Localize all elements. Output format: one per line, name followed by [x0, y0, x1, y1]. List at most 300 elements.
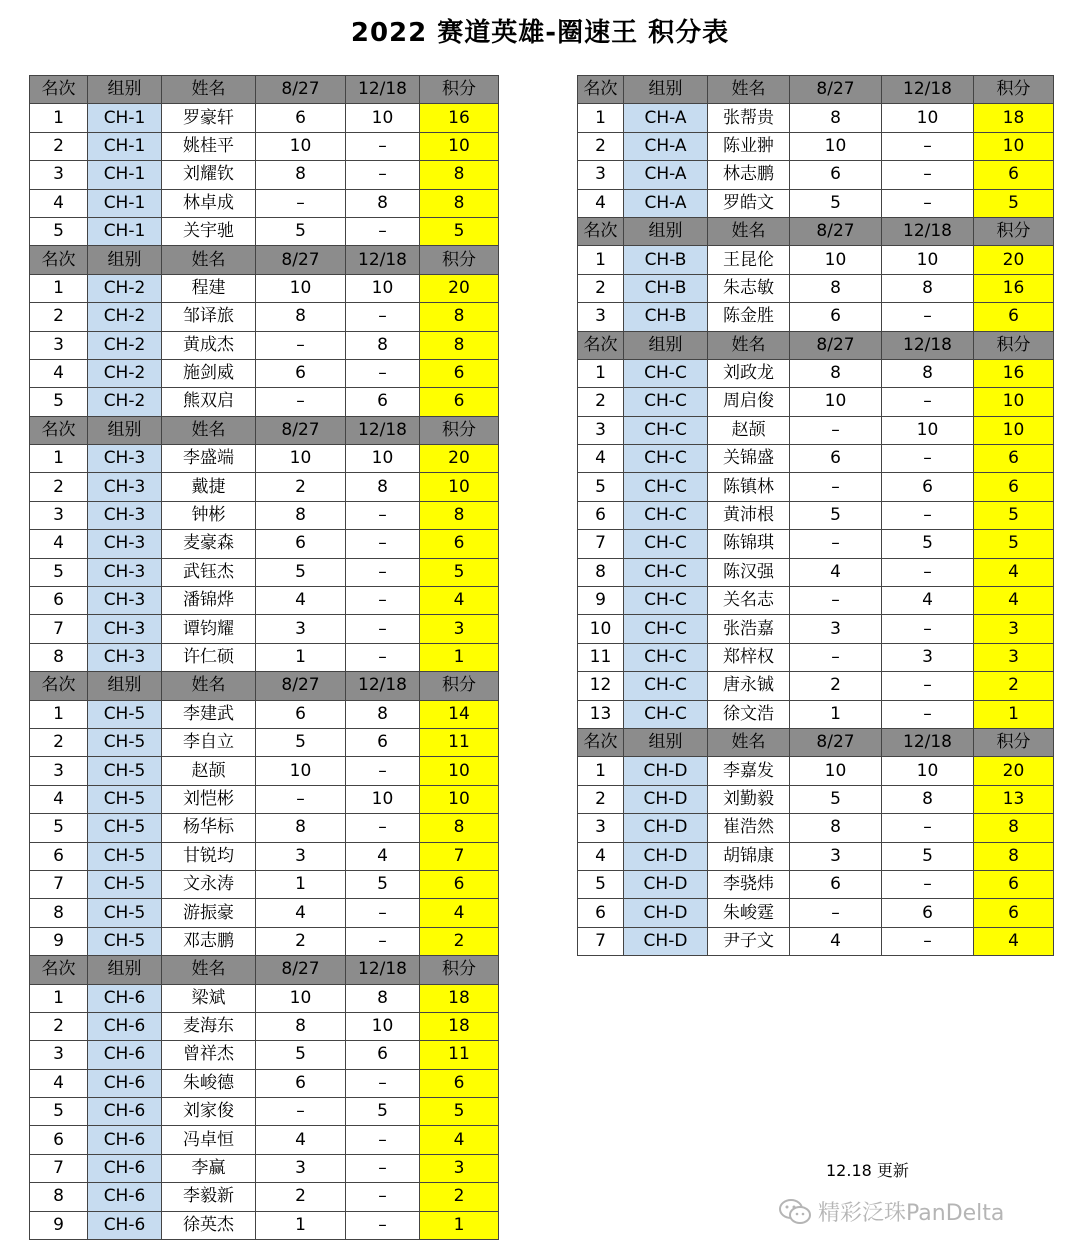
race-1218-cell: 10: [346, 1012, 420, 1040]
race-0827-cell: 1: [256, 643, 346, 671]
rank-cell: 5: [30, 558, 88, 586]
table-row: [578, 445, 1054, 473]
rank-cell: 7: [30, 615, 88, 643]
rank-cell: 4: [578, 842, 624, 870]
table-row: [30, 161, 499, 189]
points-cell: 20: [974, 246, 1054, 274]
name-cell: 关宇驰: [162, 217, 256, 245]
race-1218-cell: –: [346, 132, 420, 160]
rank-cell: 5: [30, 388, 88, 416]
race-0827-cell: 4: [790, 558, 882, 586]
race-1218-cell: 6: [882, 473, 974, 501]
race-1218-cell: 6: [346, 1041, 420, 1069]
group-cell: CH-C: [624, 388, 708, 416]
race-1218-cell: –: [346, 814, 420, 842]
race-1218-cell: –: [882, 501, 974, 529]
rank-cell: 9: [30, 1211, 88, 1239]
rank-cell: 2: [30, 728, 88, 756]
name-cell: 林志鹏: [708, 161, 790, 189]
column-header: 12/18: [882, 76, 974, 104]
group-cell: CH-D: [624, 899, 708, 927]
race-0827-cell: –: [256, 388, 346, 416]
group-cell: CH-3: [88, 445, 162, 473]
points-cell: 6: [974, 870, 1054, 898]
race-0827-cell: 5: [256, 728, 346, 756]
rank-cell: 2: [30, 303, 88, 331]
group-cell: CH-6: [88, 1211, 162, 1239]
group-cell: CH-5: [88, 814, 162, 842]
table-row: [578, 530, 1054, 558]
points-cell: 4: [974, 927, 1054, 955]
group-cell: CH-C: [624, 587, 708, 615]
race-0827-cell: 1: [256, 1211, 346, 1239]
race-1218-cell: –: [346, 558, 420, 586]
group-cell: CH-C: [624, 473, 708, 501]
points-cell: 20: [974, 757, 1054, 785]
name-cell: 戴捷: [162, 473, 256, 501]
name-cell: 冯卓恒: [162, 1126, 256, 1154]
group-cell: CH-D: [624, 785, 708, 813]
header-row: [30, 76, 499, 104]
table-row: [578, 927, 1054, 955]
column-header: 积分: [974, 217, 1054, 245]
race-1218-cell: 8: [882, 785, 974, 813]
race-0827-cell: 2: [256, 927, 346, 955]
rank-cell: 6: [30, 1126, 88, 1154]
points-cell: 8: [974, 842, 1054, 870]
column-header: 8/27: [790, 728, 882, 756]
points-cell: 3: [420, 615, 499, 643]
points-cell: 6: [420, 870, 499, 898]
race-0827-cell: –: [790, 587, 882, 615]
column-header: 组别: [624, 217, 708, 245]
column-header: 组别: [624, 331, 708, 359]
name-cell: 李赢: [162, 1154, 256, 1182]
group-cell: CH-1: [88, 161, 162, 189]
points-cell: 6: [974, 303, 1054, 331]
group-cell: CH-D: [624, 814, 708, 842]
rank-cell: 4: [30, 785, 88, 813]
group-cell: CH-A: [624, 104, 708, 132]
race-0827-cell: 10: [790, 132, 882, 160]
group-cell: CH-2: [88, 359, 162, 387]
group-cell: CH-C: [624, 416, 708, 444]
race-1218-cell: –: [346, 899, 420, 927]
group-cell: CH-6: [88, 1012, 162, 1040]
table-row: [30, 814, 499, 842]
name-cell: 郑梓权: [708, 643, 790, 671]
points-cell: 5: [974, 189, 1054, 217]
table-row: [30, 189, 499, 217]
race-1218-cell: 10: [882, 757, 974, 785]
points-cell: 5: [420, 217, 499, 245]
table-row: [30, 700, 499, 728]
name-cell: 陈金胜: [708, 303, 790, 331]
name-cell: 黄沛根: [708, 501, 790, 529]
column-header: 姓名: [162, 76, 256, 104]
race-1218-cell: –: [882, 388, 974, 416]
header-row: [30, 416, 499, 444]
race-0827-cell: 5: [256, 217, 346, 245]
wechat-icon: [778, 1198, 812, 1226]
rank-cell: 3: [578, 814, 624, 842]
name-cell: 张帮贵: [708, 104, 790, 132]
group-cell: CH-6: [88, 1154, 162, 1182]
rank-cell: 1: [30, 700, 88, 728]
group-cell: CH-1: [88, 132, 162, 160]
column-header: 8/27: [256, 416, 346, 444]
rank-cell: 13: [578, 700, 624, 728]
points-cell: 6: [974, 445, 1054, 473]
name-cell: 陈镇林: [708, 473, 790, 501]
table-row: [30, 331, 499, 359]
race-0827-cell: 8: [256, 814, 346, 842]
header-row: [578, 76, 1054, 104]
race-1218-cell: –: [882, 870, 974, 898]
group-cell: CH-A: [624, 132, 708, 160]
points-cell: 10: [420, 785, 499, 813]
table-row: [30, 785, 499, 813]
group-cell: CH-C: [624, 445, 708, 473]
column-header: 12/18: [346, 246, 420, 274]
points-cell: 3: [974, 615, 1054, 643]
race-0827-cell: 6: [790, 870, 882, 898]
race-1218-cell: –: [882, 814, 974, 842]
race-1218-cell: 8: [882, 274, 974, 302]
race-1218-cell: –: [346, 1154, 420, 1182]
points-cell: 8: [420, 303, 499, 331]
race-1218-cell: –: [346, 927, 420, 955]
points-cell: 10: [974, 416, 1054, 444]
race-0827-cell: 10: [256, 757, 346, 785]
name-cell: 邓志鹏: [162, 927, 256, 955]
table-row: [30, 274, 499, 302]
column-header: 12/18: [346, 416, 420, 444]
rank-cell: 3: [30, 161, 88, 189]
race-1218-cell: –: [346, 643, 420, 671]
table-row: [578, 416, 1054, 444]
race-0827-cell: 8: [256, 161, 346, 189]
rank-cell: 3: [578, 416, 624, 444]
table-row: [30, 728, 499, 756]
table-row: [578, 161, 1054, 189]
group-cell: CH-A: [624, 161, 708, 189]
race-0827-cell: 1: [256, 870, 346, 898]
rank-cell: 9: [578, 587, 624, 615]
column-header: 8/27: [790, 217, 882, 245]
table-row: [30, 927, 499, 955]
points-cell: 4: [974, 587, 1054, 615]
table-row: [578, 473, 1054, 501]
rank-cell: 2: [30, 1012, 88, 1040]
column-header: 积分: [974, 728, 1054, 756]
table-row: [30, 558, 499, 586]
group-cell: CH-D: [624, 757, 708, 785]
watermark-text: 精彩泛珠PanDelta: [818, 1201, 1005, 1226]
points-cell: 11: [420, 1041, 499, 1069]
race-1218-cell: 6: [882, 899, 974, 927]
header-row: [578, 331, 1054, 359]
name-cell: 朱峻德: [162, 1069, 256, 1097]
points-cell: 6: [420, 359, 499, 387]
rank-cell: 1: [578, 757, 624, 785]
group-cell: CH-3: [88, 473, 162, 501]
race-0827-cell: 8: [256, 1012, 346, 1040]
name-cell: 李骁炜: [708, 870, 790, 898]
table-row: [30, 1098, 499, 1126]
points-cell: 5: [420, 1098, 499, 1126]
name-cell: 关锦盛: [708, 445, 790, 473]
column-header: 组别: [88, 672, 162, 700]
column-header: 8/27: [256, 246, 346, 274]
column-header: 姓名: [162, 246, 256, 274]
column-header: 12/18: [346, 956, 420, 984]
column-header: 姓名: [708, 217, 790, 245]
name-cell: 徐英杰: [162, 1211, 256, 1239]
column-header: 名次: [578, 331, 624, 359]
name-cell: 陈业翀: [708, 132, 790, 160]
group-cell: CH-B: [624, 246, 708, 274]
race-1218-cell: 8: [882, 359, 974, 387]
rank-cell: 4: [30, 359, 88, 387]
points-cell: 20: [420, 274, 499, 302]
group-cell: CH-C: [624, 558, 708, 586]
points-cell: 10: [974, 388, 1054, 416]
column-header: 12/18: [882, 217, 974, 245]
race-1218-cell: –: [882, 303, 974, 331]
table-row: [30, 1041, 499, 1069]
name-cell: 施剑威: [162, 359, 256, 387]
table-row: [578, 785, 1054, 813]
column-header: 名次: [578, 76, 624, 104]
name-cell: 潘锦烨: [162, 587, 256, 615]
rank-cell: 1: [578, 246, 624, 274]
table-row: [578, 587, 1054, 615]
table-row: [30, 643, 499, 671]
group-cell: CH-6: [88, 1183, 162, 1211]
rank-cell: 4: [578, 445, 624, 473]
update-note: 12.18 更新: [826, 1161, 909, 1180]
race-1218-cell: –: [882, 615, 974, 643]
race-0827-cell: –: [256, 189, 346, 217]
name-cell: 刘政龙: [708, 359, 790, 387]
points-cell: 5: [974, 501, 1054, 529]
points-cell: 8: [420, 814, 499, 842]
table-row: [30, 1012, 499, 1040]
race-0827-cell: 10: [790, 757, 882, 785]
table-row: [30, 899, 499, 927]
watermark: [778, 1196, 1004, 1227]
points-cell: 6: [974, 161, 1054, 189]
race-0827-cell: 6: [790, 161, 882, 189]
table-row: [578, 359, 1054, 387]
name-cell: 李盛端: [162, 445, 256, 473]
column-header: 积分: [420, 416, 499, 444]
race-1218-cell: 8: [346, 984, 420, 1012]
name-cell: 文永涛: [162, 870, 256, 898]
race-0827-cell: 6: [256, 1069, 346, 1097]
table-row: [30, 530, 499, 558]
points-cell: 4: [420, 1126, 499, 1154]
group-cell: CH-1: [88, 104, 162, 132]
name-cell: 杨华标: [162, 814, 256, 842]
points-cell: 6: [420, 1069, 499, 1097]
race-0827-cell: 4: [256, 899, 346, 927]
column-header: 12/18: [882, 728, 974, 756]
points-cell: 2: [420, 1183, 499, 1211]
table-row: [578, 899, 1054, 927]
points-cell: 4: [420, 587, 499, 615]
name-cell: 朱志敏: [708, 274, 790, 302]
points-cell: 1: [420, 643, 499, 671]
race-1218-cell: –: [346, 501, 420, 529]
name-cell: 李嘉发: [708, 757, 790, 785]
race-1218-cell: –: [882, 132, 974, 160]
table-row: [30, 388, 499, 416]
name-cell: 尹子文: [708, 927, 790, 955]
group-cell: CH-A: [624, 189, 708, 217]
rank-cell: 4: [30, 189, 88, 217]
race-0827-cell: 8: [256, 501, 346, 529]
group-cell: CH-2: [88, 303, 162, 331]
name-cell: 刘恺彬: [162, 785, 256, 813]
column-header: 姓名: [162, 416, 256, 444]
race-0827-cell: 4: [256, 587, 346, 615]
race-0827-cell: 6: [790, 303, 882, 331]
race-0827-cell: 3: [790, 615, 882, 643]
race-1218-cell: 8: [346, 331, 420, 359]
group-cell: CH-B: [624, 274, 708, 302]
table-row: [30, 842, 499, 870]
rank-cell: 3: [578, 303, 624, 331]
name-cell: 刘勤毅: [708, 785, 790, 813]
race-0827-cell: 10: [256, 132, 346, 160]
group-cell: CH-C: [624, 643, 708, 671]
column-header: 名次: [30, 672, 88, 700]
column-header: 组别: [88, 76, 162, 104]
rank-cell: 2: [578, 785, 624, 813]
race-1218-cell: 5: [882, 842, 974, 870]
table-row: [30, 104, 499, 132]
header-row: [578, 217, 1054, 245]
race-0827-cell: 8: [790, 359, 882, 387]
rank-cell: 1: [30, 445, 88, 473]
column-header: 12/18: [882, 331, 974, 359]
points-cell: 6: [974, 899, 1054, 927]
race-0827-cell: 8: [256, 303, 346, 331]
table-row: [578, 303, 1054, 331]
race-1218-cell: 5: [346, 1098, 420, 1126]
race-1218-cell: 10: [346, 274, 420, 302]
column-header: 组别: [624, 76, 708, 104]
race-1218-cell: –: [346, 217, 420, 245]
table-row: [30, 1211, 499, 1239]
column-header: 8/27: [256, 956, 346, 984]
race-1218-cell: –: [346, 587, 420, 615]
column-header: 姓名: [708, 76, 790, 104]
group-cell: CH-1: [88, 189, 162, 217]
page-title: 2022 赛道英雄-圈速王 积分表: [350, 18, 730, 48]
race-1218-cell: –: [346, 359, 420, 387]
table-row: [578, 132, 1054, 160]
points-cell: 11: [420, 728, 499, 756]
group-cell: CH-C: [624, 615, 708, 643]
points-cell: 14: [420, 700, 499, 728]
race-0827-cell: 6: [256, 359, 346, 387]
table-row: [30, 303, 499, 331]
race-1218-cell: –: [346, 1211, 420, 1239]
name-cell: 武钰杰: [162, 558, 256, 586]
rank-cell: 6: [30, 842, 88, 870]
rank-cell: 5: [30, 1098, 88, 1126]
table-row: [578, 189, 1054, 217]
table-row: [578, 558, 1054, 586]
rank-cell: 11: [578, 643, 624, 671]
group-cell: CH-5: [88, 728, 162, 756]
points-cell: 16: [420, 104, 499, 132]
name-cell: 关名志: [708, 587, 790, 615]
rank-cell: 5: [30, 217, 88, 245]
name-cell: 梁斌: [162, 984, 256, 1012]
name-cell: 曾祥杰: [162, 1041, 256, 1069]
rank-cell: 1: [30, 984, 88, 1012]
rank-cell: 1: [30, 274, 88, 302]
points-cell: 6: [420, 530, 499, 558]
rank-cell: 1: [578, 359, 624, 387]
group-cell: CH-2: [88, 331, 162, 359]
column-header: 积分: [420, 76, 499, 104]
column-header: 名次: [578, 217, 624, 245]
group-cell: CH-5: [88, 842, 162, 870]
points-cell: 1: [420, 1211, 499, 1239]
points-cell: 18: [420, 984, 499, 1012]
table-row: [578, 388, 1054, 416]
name-cell: 崔浩然: [708, 814, 790, 842]
race-1218-cell: –: [346, 1183, 420, 1211]
race-0827-cell: 3: [256, 615, 346, 643]
group-cell: CH-2: [88, 388, 162, 416]
points-cell: 1: [974, 700, 1054, 728]
column-header: 名次: [30, 246, 88, 274]
table-row: [30, 445, 499, 473]
rank-cell: 2: [30, 473, 88, 501]
points-cell: 18: [974, 104, 1054, 132]
column-header: 姓名: [708, 728, 790, 756]
group-cell: CH-6: [88, 1098, 162, 1126]
table-row: [30, 870, 499, 898]
points-cell: 5: [974, 530, 1054, 558]
table-row: [578, 814, 1054, 842]
table-row: [578, 246, 1054, 274]
race-1218-cell: 5: [882, 530, 974, 558]
name-cell: 熊双启: [162, 388, 256, 416]
rank-cell: 4: [578, 189, 624, 217]
race-1218-cell: –: [882, 161, 974, 189]
points-cell: 3: [974, 643, 1054, 671]
race-1218-cell: 6: [346, 728, 420, 756]
race-0827-cell: 8: [790, 814, 882, 842]
points-cell: 8: [420, 161, 499, 189]
rank-cell: 3: [578, 161, 624, 189]
race-1218-cell: –: [346, 1126, 420, 1154]
points-cell: 6: [420, 388, 499, 416]
points-cell: 18: [420, 1012, 499, 1040]
race-0827-cell: 5: [256, 1041, 346, 1069]
rank-cell: 8: [30, 899, 88, 927]
group-cell: CH-5: [88, 757, 162, 785]
race-1218-cell: 5: [346, 870, 420, 898]
group-cell: CH-5: [88, 700, 162, 728]
